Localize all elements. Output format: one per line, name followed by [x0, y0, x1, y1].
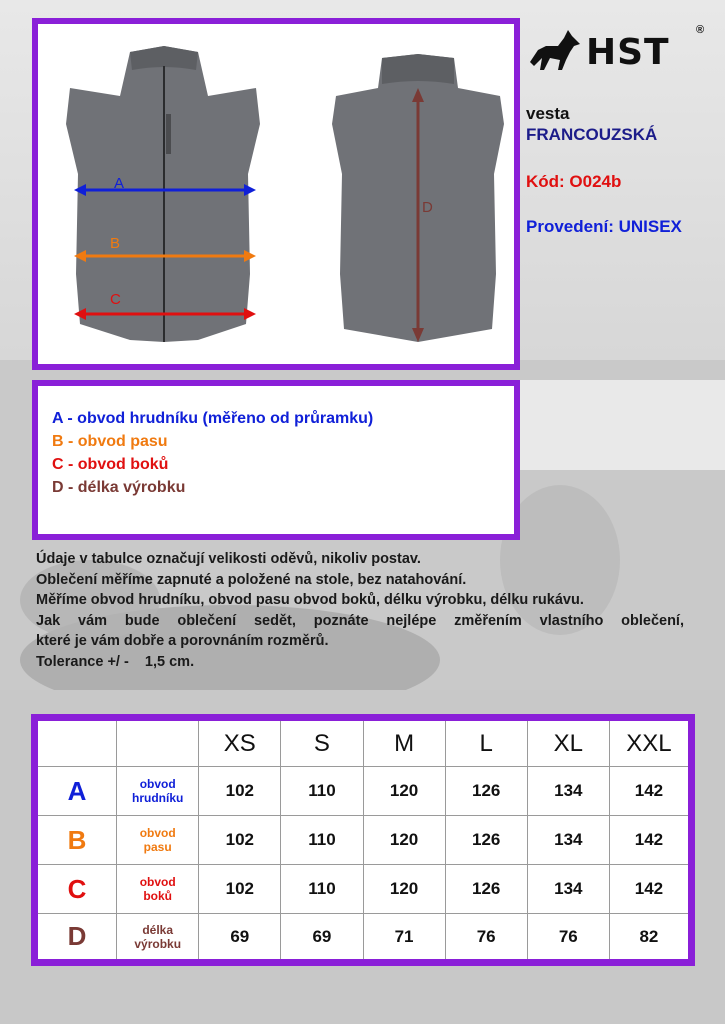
value-cell: 126 — [445, 816, 527, 865]
size-header-l: L — [445, 718, 527, 767]
label-d: D — [422, 199, 433, 216]
row-label — [117, 865, 199, 914]
value-cell: 134 — [527, 767, 609, 816]
value-cell: 142 — [609, 816, 691, 865]
table-row — [35, 767, 692, 816]
legend-a: A - obvod hrudníku (měřeno od průramku) — [52, 410, 374, 427]
value-cell: 120 — [363, 865, 445, 914]
value-cell: 102 — [199, 816, 281, 865]
table-row — [35, 865, 692, 914]
row-label-line: pasu — [143, 840, 172, 854]
sizing-notes — [36, 549, 684, 672]
row-label — [117, 767, 199, 816]
legend-d: D - délka výrobku — [52, 479, 186, 496]
header-empty-cell — [35, 718, 117, 767]
value-cell: 126 — [445, 865, 527, 914]
value-cell: 120 — [363, 767, 445, 816]
row-letter: A — [35, 767, 117, 816]
value-cell: 76 — [527, 914, 609, 963]
size-header-s: S — [281, 718, 363, 767]
value-cell: 69 — [199, 914, 281, 963]
row-label-line: hrudníku — [132, 791, 184, 805]
front-vest — [66, 46, 260, 342]
value-cell: 110 — [281, 767, 363, 816]
table-row — [35, 816, 692, 865]
row-label-line: obvod — [139, 875, 176, 889]
label-b: B — [110, 235, 121, 252]
measurement-legend — [32, 380, 520, 540]
value-cell: 102 — [199, 767, 281, 816]
vest-illustration-panel — [32, 18, 520, 370]
row-label-line: délka — [142, 922, 174, 937]
row-label-line: obvod — [139, 777, 176, 791]
legend-c: C - obvod boků — [52, 456, 169, 473]
size-header-xxl: XXL — [609, 718, 691, 767]
product-variant: Provedení: UNISEX — [526, 217, 682, 236]
header-empty-cell — [117, 718, 199, 767]
value-cell: 126 — [445, 767, 527, 816]
row-label-line: obvod — [139, 826, 176, 840]
product-code: Kód: O024b — [526, 172, 622, 191]
row-letter: C — [35, 865, 117, 914]
row-letter: D — [35, 914, 117, 963]
value-cell: 82 — [609, 914, 691, 963]
size-header-xs: XS — [199, 718, 281, 767]
registered-mark: ® — [696, 24, 705, 36]
row-label — [117, 816, 199, 865]
label-c: C — [110, 291, 121, 308]
row-label — [117, 914, 199, 963]
value-cell: 142 — [609, 767, 691, 816]
legend-b: B - obvod pasu — [52, 433, 168, 450]
note-line: které je vám dobře a porovnáním rozměrů. — [36, 633, 329, 649]
value-cell: 110 — [281, 865, 363, 914]
note-line: Tolerance +/ - 1,5 cm. — [36, 653, 195, 670]
product-type: vesta — [526, 104, 570, 123]
brand-name: HST — [586, 32, 670, 73]
note-line: Měříme obvod hrudníku, obvod pasu obvod boků, délku výrobku, délku rukávu. — [36, 592, 584, 608]
note-line: Jak vám bude oblečení sedět, poznáte nejlépe změřením vlastního oblečení, — [36, 612, 684, 629]
row-letter: B — [35, 816, 117, 865]
value-cell: 120 — [363, 816, 445, 865]
label-a: A — [114, 175, 125, 192]
row-label-line: výrobku — [134, 936, 182, 951]
brand-logo — [524, 22, 714, 82]
vest-diagram — [38, 24, 514, 364]
size-header-xl: XL — [527, 718, 609, 767]
value-cell: 134 — [527, 816, 609, 865]
table-header-row — [35, 718, 692, 767]
value-cell: 76 — [445, 914, 527, 963]
value-cell: 69 — [281, 914, 363, 963]
size-table — [31, 714, 695, 966]
value-cell: 110 — [281, 816, 363, 865]
value-cell: 102 — [199, 865, 281, 914]
note-line: Údaje v tabulce označují velikosti oděvů, nikoliv postav. — [36, 551, 421, 567]
row-label-line: boků — [143, 889, 173, 903]
size-header-m: M — [363, 718, 445, 767]
dog-logo-icon — [524, 26, 584, 76]
value-cell: 142 — [609, 865, 691, 914]
value-cell: 71 — [363, 914, 445, 963]
note-line: Oblečení měříme zapnuté a položené na stole, bez natahování. — [36, 571, 467, 588]
product-name: FRANCOUZSKÁ — [526, 125, 658, 144]
value-cell: 134 — [527, 865, 609, 914]
table-row — [35, 914, 692, 963]
